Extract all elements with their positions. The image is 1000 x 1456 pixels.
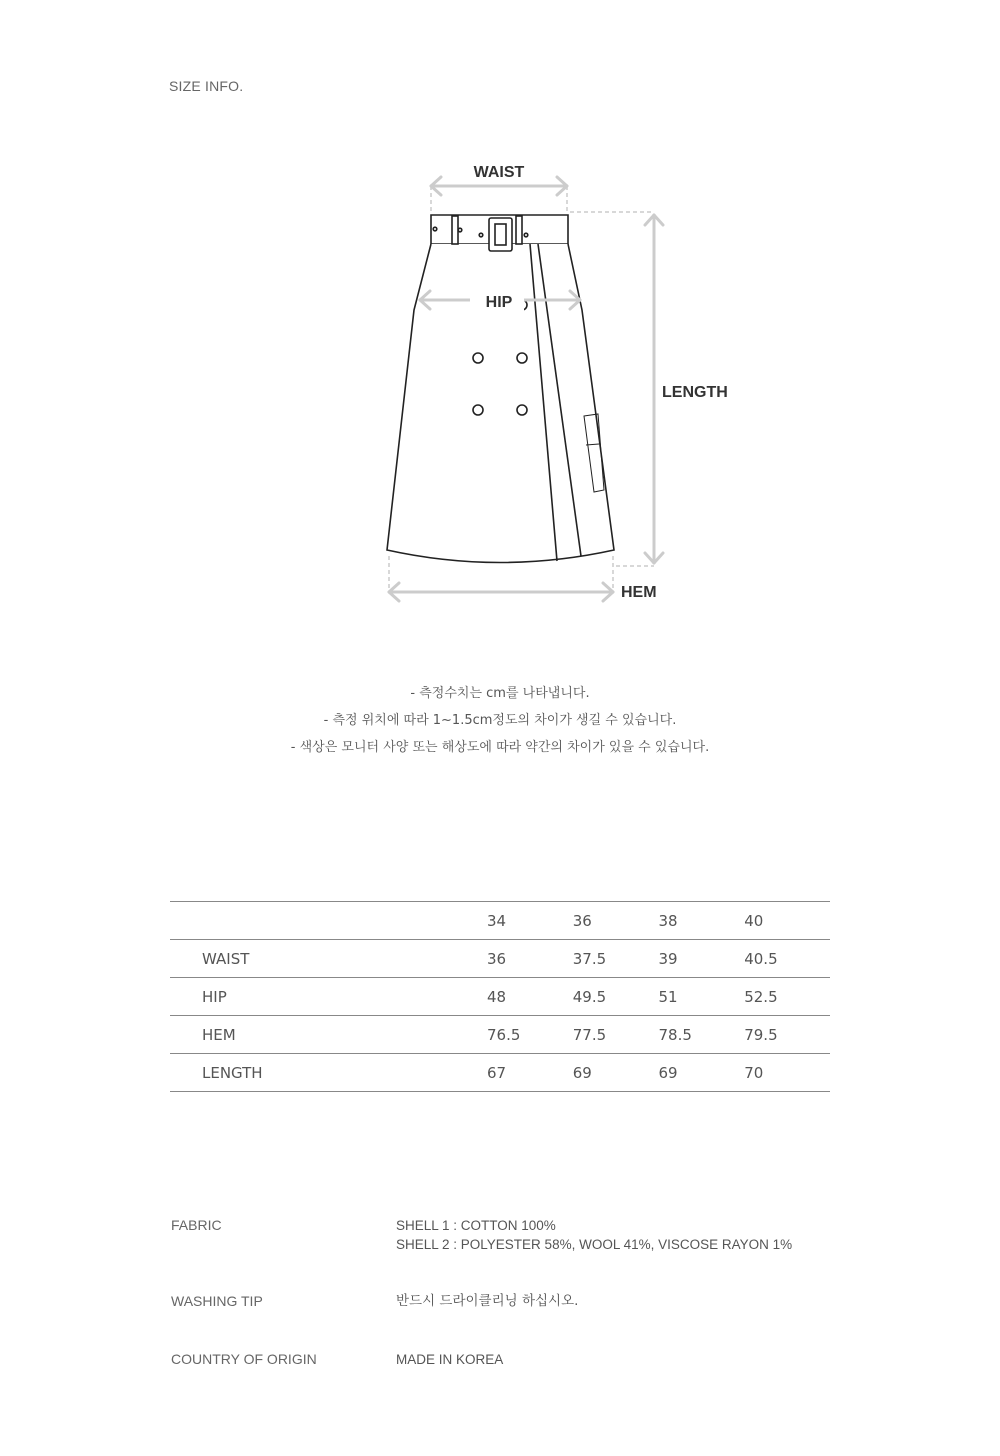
table-cell: 51 [658,987,678,1006]
size-header: 34 [487,911,507,930]
table-cell: 69 [572,1063,592,1082]
table-cell: 40.5 [744,949,778,968]
table-cell: 77.5 [572,1025,607,1044]
table-cell: 70 [744,1063,764,1082]
skirt-measurement-diagram [0,0,1000,640]
hem-label: HEM [621,584,657,601]
row-label: WAIST [202,949,250,968]
table-cell: 79.5 [744,1025,778,1044]
table-cell: 48 [487,987,507,1006]
washing-tip-label: WASHING TIP [171,1293,263,1309]
note-line: - 측정수치는 cm를 나타냅니다. [410,686,590,701]
table-cell: 52.5 [744,987,778,1006]
header-blank [170,902,487,940]
skirt-illustration [387,215,614,563]
hip-label: HIP [485,294,513,311]
table-row [170,940,830,978]
origin-value: MADE IN KOREA [396,1352,504,1367]
table-cell: 36 [487,949,507,968]
table-cell: 37.5 [572,949,607,968]
measurement-notes [0,680,1000,761]
table-cell: 76.5 [487,1025,521,1044]
row-label: HEM [202,1025,236,1044]
size-header: 38 [658,911,678,930]
fabric-label: FABRIC [171,1217,222,1233]
table-cell: 69 [658,1063,678,1082]
note-line: - 측정 위치에 따라 1~1.5cm정도의 차이가 생길 수 있습니다. [323,713,677,728]
size-table [170,901,830,1092]
fabric-line-1: SHELL 1 : COTTON 100% [396,1218,556,1233]
table-cell: 78.5 [658,1025,692,1044]
fabric-line-2: SHELL 2 : POLYESTER 58%, WOOL 41%, VISCOSE RAYON 1% [396,1237,793,1252]
table-cell: 49.5 [572,987,607,1006]
table-row [170,978,830,1016]
waist-label: WAIST [473,164,525,181]
row-label: HIP [202,987,227,1006]
row-label: LENGTH [202,1063,263,1082]
origin-label: COUNTRY OF ORIGIN [171,1351,317,1367]
table-cell: 67 [487,1063,507,1082]
note-line: - 색상은 모니터 사양 또는 해상도에 따라 약간의 차이가 있을 수 있습니다. [290,740,710,755]
table-row [170,1054,830,1092]
washing-tip-value: 반드시 드라이클리닝 하십시오. [396,1293,579,1309]
table-row [170,1016,830,1054]
size-header: 36 [572,911,592,930]
length-label: LENGTH [662,384,728,401]
size-header-row [170,902,830,940]
table-cell: 39 [658,949,678,968]
section-title: SIZE INFO. [169,78,244,94]
fabric-value [396,1216,792,1254]
size-header: 40 [744,911,764,930]
